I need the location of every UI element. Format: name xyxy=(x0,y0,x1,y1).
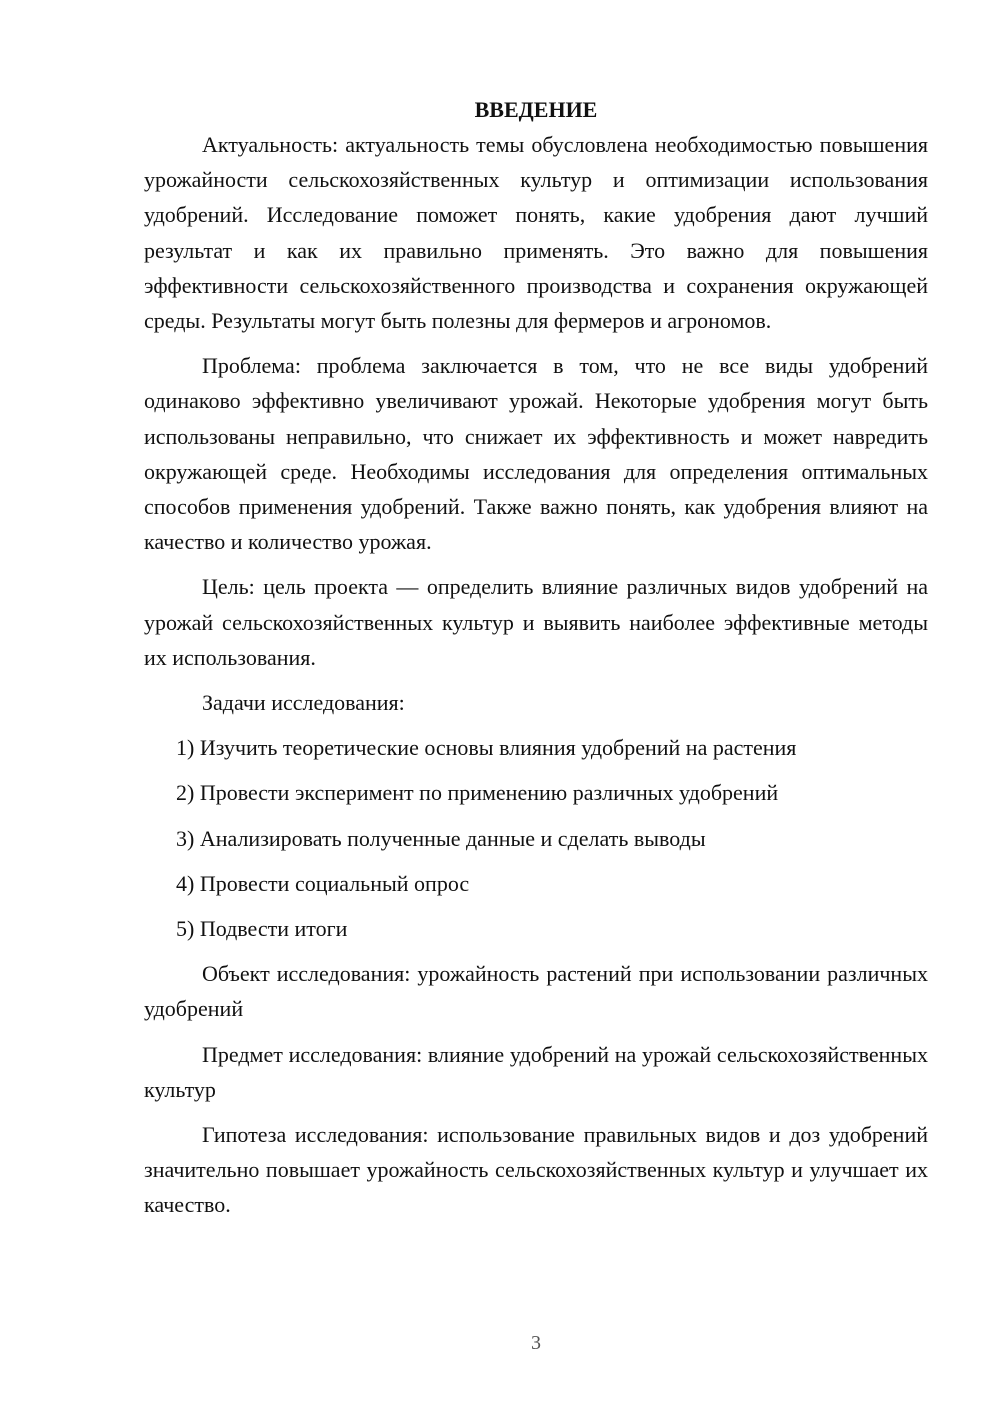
paragraph-problem: Проблема: проблема заключается в том, что не все виды удобрений одинаково эффективно увеличивают урожай. Некоторые удобрения могут быть использованы неправильно, что снижает их эффективность и может навредить окружающей среде. Необходимы исследования для определения оптимальных способов применения удобрений. Также важно понять, как удобрения влияют на качество и количество урожая. xyxy=(144,353,928,555)
task-item: 5) Подвести итоги xyxy=(176,916,348,942)
tasks-list xyxy=(144,730,928,946)
task-item: 4) Провести социальный опрос xyxy=(176,870,470,896)
tasks-heading: Задачи исследования: xyxy=(202,690,405,716)
page-number: 3 xyxy=(531,1332,541,1354)
paragraph-relevance: Актуальность: актуальность темы обусловлена необходимостью повышения урожайности сельскохозяйственных культур и оптимизации использования удобрений. Исследование поможет понять, какие удобрения дают лучший результат и как их правильно применять. Это важно для повышения эффективности сельскохозяйственного производства и сохранения окружающей среды. Результаты могут быть полезны для фермеров и агрономов. xyxy=(144,132,928,334)
paragraph-goal: Цель: цель проекта — определить влияние различных видов удобрений на урожай сельскохозяйственных культур и выявить наиболее эффективные методы их использования. xyxy=(144,574,928,670)
paragraph-subject: Предмет исследования: влияние удобрений на урожай сельскохозяйственных культур xyxy=(144,1041,928,1102)
paragraph-hypothesis: Гипотеза исследования: использование правильных видов и доз удобрений значительно повышает урожайность сельскохозяйственных культур и улучшает их качество. xyxy=(144,1122,928,1218)
document-page xyxy=(144,92,928,1233)
section-title: ВВЕДЕНИЕ xyxy=(474,97,598,122)
paragraph-object: Объект исследования: урожайность растений при использовании различных удобрений xyxy=(144,961,928,1022)
task-item: 3) Анализировать полученные данные и сделать выводы xyxy=(176,825,706,851)
task-item: 1) Изучить теоретические основы влияния удобрений на растения xyxy=(176,735,797,761)
task-item: 2) Провести эксперимент по применению различных удобрений xyxy=(176,780,779,806)
